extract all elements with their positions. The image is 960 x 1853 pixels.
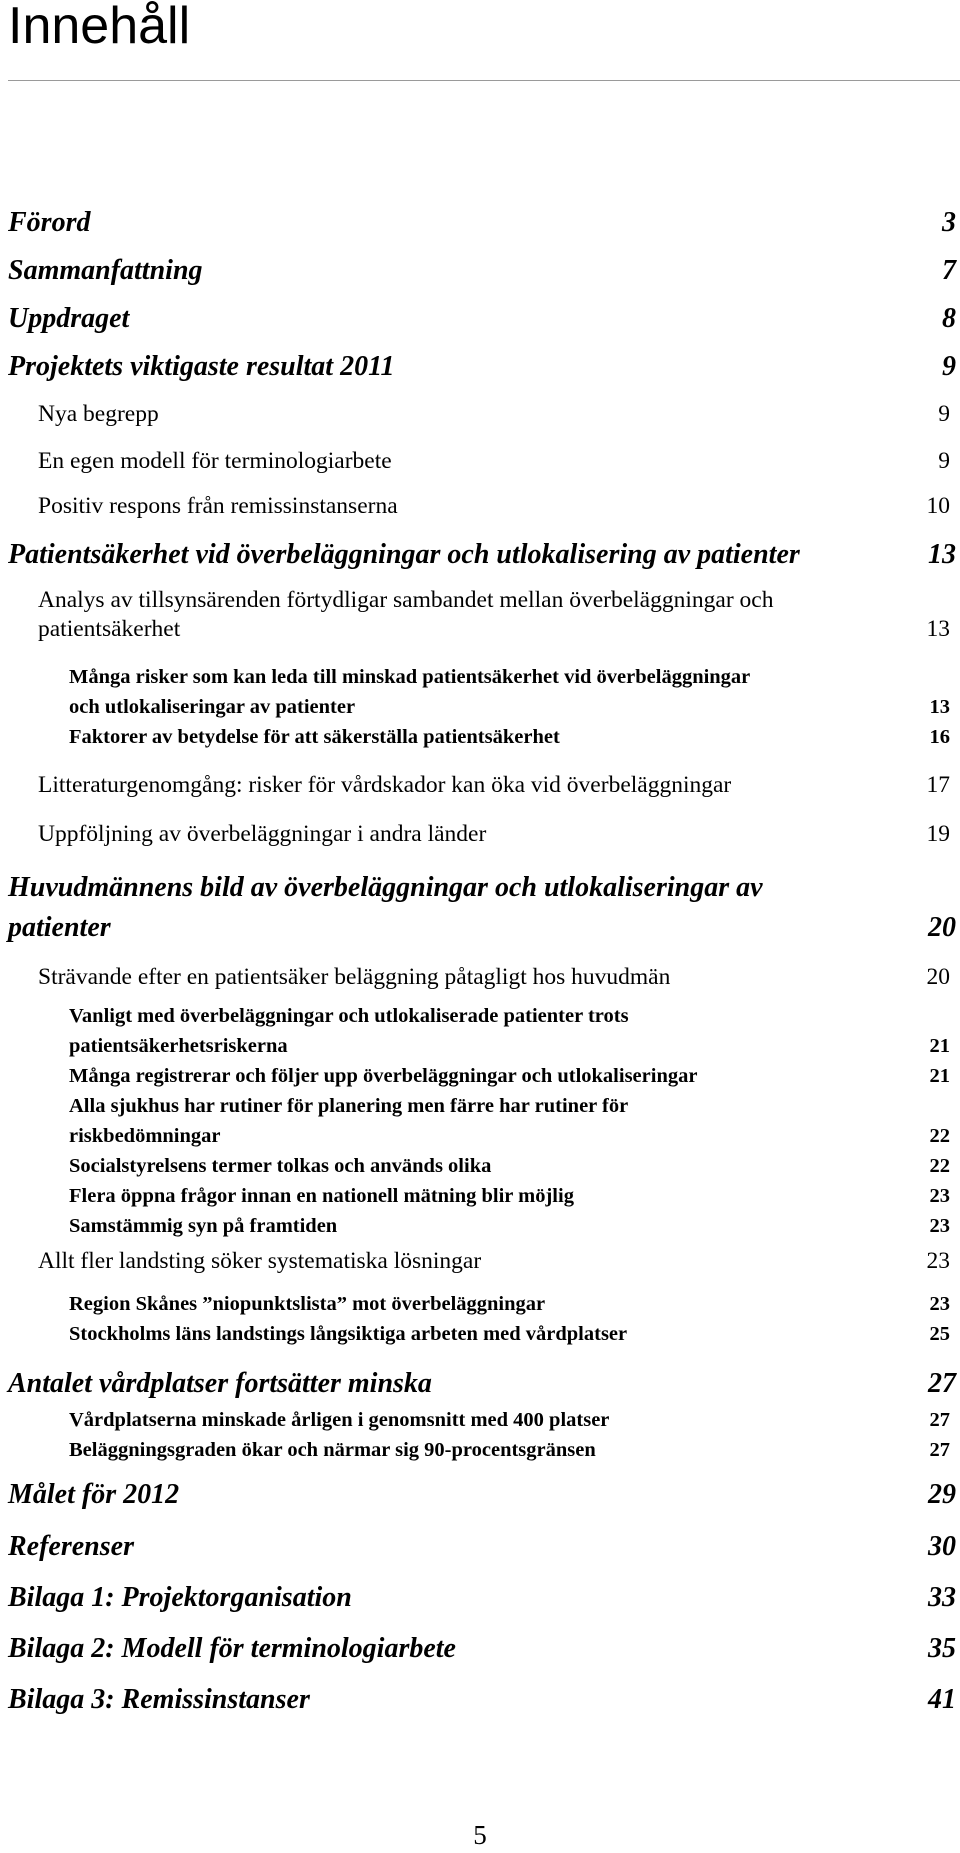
toc-entry[interactable] (38, 492, 950, 521)
toc-entry-page: 19 (926, 821, 950, 847)
toc-entry-page: 17 (926, 772, 950, 798)
toc-entry-title: Projektets viktigaste resultat 2011 (8, 351, 395, 382)
toc-entry[interactable] (69, 1184, 950, 1214)
toc-entry[interactable] (69, 725, 950, 755)
toc-entry-title: Region Skånes ”niopunktslista” mot överbeläggningar (69, 1293, 546, 1315)
toc-entry-title: patienter (8, 912, 111, 943)
toc-entry-page: 9 (938, 401, 950, 427)
toc-entry-page: 21 (929, 1035, 950, 1057)
toc-entry-title: Beläggningsgraden ökar och närmar sig 90-procentsgränsen (69, 1439, 596, 1461)
toc-entry-page: 23 (929, 1215, 950, 1237)
toc-entry[interactable] (8, 1530, 956, 1570)
toc-entry[interactable] (69, 1322, 950, 1352)
toc-entry[interactable] (38, 820, 950, 849)
toc-entry-title: Patientsäkerhet vid överbeläggningar och utlokalisering av patienter (8, 539, 800, 570)
toc-entry-title: Uppdraget (8, 303, 130, 334)
toc-entry[interactable] (38, 447, 950, 476)
toc-entry-title: Bilaga 1: Projektorganisation (8, 1582, 352, 1613)
toc-entry-title: Flera öppna frågor innan en nationell mätning blir möjlig (69, 1185, 574, 1207)
toc-entry-title: Vanligt med överbeläggningar och utlokaliserade patienter trots (69, 1005, 629, 1027)
toc-entry[interactable] (8, 350, 956, 390)
toc-entry[interactable] (69, 1292, 950, 1322)
toc-entry-page: 35 (928, 1633, 956, 1664)
toc-entry-page: 25 (929, 1323, 950, 1345)
toc-entry[interactable] (38, 586, 950, 644)
toc-entry-title: riskbedömningar (69, 1125, 221, 1147)
toc-entry[interactable] (8, 1367, 956, 1407)
toc-entry-page: 13 (926, 616, 950, 642)
toc-entry-title: Målet för 2012 (8, 1479, 180, 1510)
toc-entry[interactable] (8, 302, 956, 342)
toc-entry-page: 23 (929, 1293, 950, 1315)
toc-entry[interactable] (69, 1408, 950, 1438)
toc-entry-title: Faktorer av betydelse för att säkerställa patientsäkerhet (69, 726, 560, 748)
toc-entry-page: 3 (942, 207, 956, 238)
toc-entry-page: 22 (929, 1155, 950, 1177)
toc-entry-page: 9 (938, 448, 950, 474)
toc-entry-title: Nya begrepp (38, 401, 159, 427)
toc-entry-title: Många registrerar och följer upp överbeläggningar och utlokaliseringar (69, 1065, 698, 1087)
toc-entry-page: 16 (929, 726, 950, 748)
page-number: 5 (473, 1820, 487, 1850)
toc-entry[interactable] (8, 871, 956, 951)
toc-entry[interactable] (38, 1247, 950, 1276)
toc-entry[interactable] (38, 963, 950, 992)
toc-entry-title: Uppföljning av överbeläggningar i andra länder (38, 821, 487, 847)
page-title: Innehåll (8, 0, 191, 55)
toc-entry[interactable] (8, 1478, 956, 1518)
toc-entry[interactable] (69, 1004, 950, 1064)
toc-entry-title: och utlokaliseringar av patienter (69, 696, 356, 718)
toc-entry[interactable] (8, 538, 956, 578)
toc-entry-title: Antalet vårdplatser fortsätter minska (8, 1368, 432, 1399)
toc-entry-title: Förord (8, 207, 91, 238)
toc-entry-title: Bilaga 3: Remissinstanser (8, 1684, 310, 1715)
toc-entry[interactable] (69, 1214, 950, 1244)
toc-entry-title: Alla sjukhus har rutiner för planering men färre har rutiner för (69, 1095, 629, 1117)
toc-entry-title: patientsäkerhetsriskerna (69, 1035, 288, 1057)
toc-entry-page: 27 (928, 1368, 956, 1399)
toc-entry[interactable] (8, 1581, 956, 1621)
toc-entry-title: patientsäkerhet (38, 616, 181, 642)
toc-entry-title: Många risker som kan leda till minskad patientsäkerhet vid överbeläggningar (69, 666, 751, 688)
toc-entry-page: 9 (942, 351, 956, 382)
toc-entry-title: Vårdplatserna minskade årligen i genomsnitt med 400 platser (69, 1409, 610, 1431)
toc-entry-title: Socialstyrelsens termer tolkas och används olika (69, 1155, 492, 1177)
toc-entry[interactable] (8, 1683, 956, 1723)
toc-entry-page: 10 (926, 493, 950, 519)
toc-entry-page: 20 (926, 964, 950, 990)
toc-entry-page: 21 (929, 1065, 950, 1087)
toc-entry-page: 29 (928, 1479, 956, 1510)
toc-entry[interactable] (69, 1094, 950, 1154)
toc-entry-title: Sammanfattning (8, 255, 203, 286)
toc-entry[interactable] (69, 665, 950, 725)
toc-entry-page: 13 (928, 539, 956, 570)
toc-entry-title: Bilaga 2: Modell för terminologiarbete (8, 1633, 456, 1664)
toc-entry-page: 20 (928, 912, 956, 943)
toc-entry-page: 33 (928, 1582, 956, 1613)
toc-entry[interactable] (38, 400, 950, 429)
toc-entry-page: 23 (926, 1248, 950, 1274)
toc-entry[interactable] (69, 1064, 950, 1094)
toc-entry[interactable] (38, 771, 950, 800)
toc-entry[interactable] (8, 206, 956, 246)
toc-entry-page: 7 (942, 255, 956, 286)
toc-entry-page: 13 (929, 696, 950, 718)
toc-entry-page: 30 (928, 1531, 956, 1562)
toc-entry-title: Referenser (8, 1531, 134, 1562)
toc-entry-title: Litteraturgenomgång: risker för vårdskador kan öka vid överbeläggningar (38, 772, 732, 798)
toc-entry-page: 22 (929, 1125, 950, 1147)
toc-entry[interactable] (8, 254, 956, 294)
toc-entry-page: 27 (929, 1409, 950, 1431)
toc-entry-page: 27 (929, 1439, 950, 1461)
toc-entry-title: Stockholms läns landstings långsiktiga arbeten med vårdplatser (69, 1323, 628, 1345)
toc-entry-page: 41 (928, 1684, 956, 1715)
toc-entry-title: Allt fler landsting söker systematiska lösningar (38, 1248, 482, 1274)
toc-entry[interactable] (69, 1154, 950, 1184)
toc-entry-title: Strävande efter en patientsäker beläggning påtagligt hos huvudmän (38, 964, 671, 990)
toc-entry[interactable] (8, 1632, 956, 1672)
toc-entry-title: En egen modell för terminologiarbete (38, 448, 392, 474)
toc-entry-title: Analys av tillsynsärenden förtydligar sambandet mellan överbeläggningar och (38, 587, 774, 613)
toc-entry-page: 23 (929, 1185, 950, 1207)
toc-entry[interactable] (69, 1438, 950, 1468)
toc-entry-title: Samstämmig syn på framtiden (69, 1215, 338, 1237)
toc-entry-title: Positiv respons från remissinstanserna (38, 493, 398, 519)
toc-entry-title: Huvudmännens bild av överbeläggningar och utlokaliseringar av (8, 872, 763, 903)
toc-entry-page: 8 (942, 303, 956, 334)
